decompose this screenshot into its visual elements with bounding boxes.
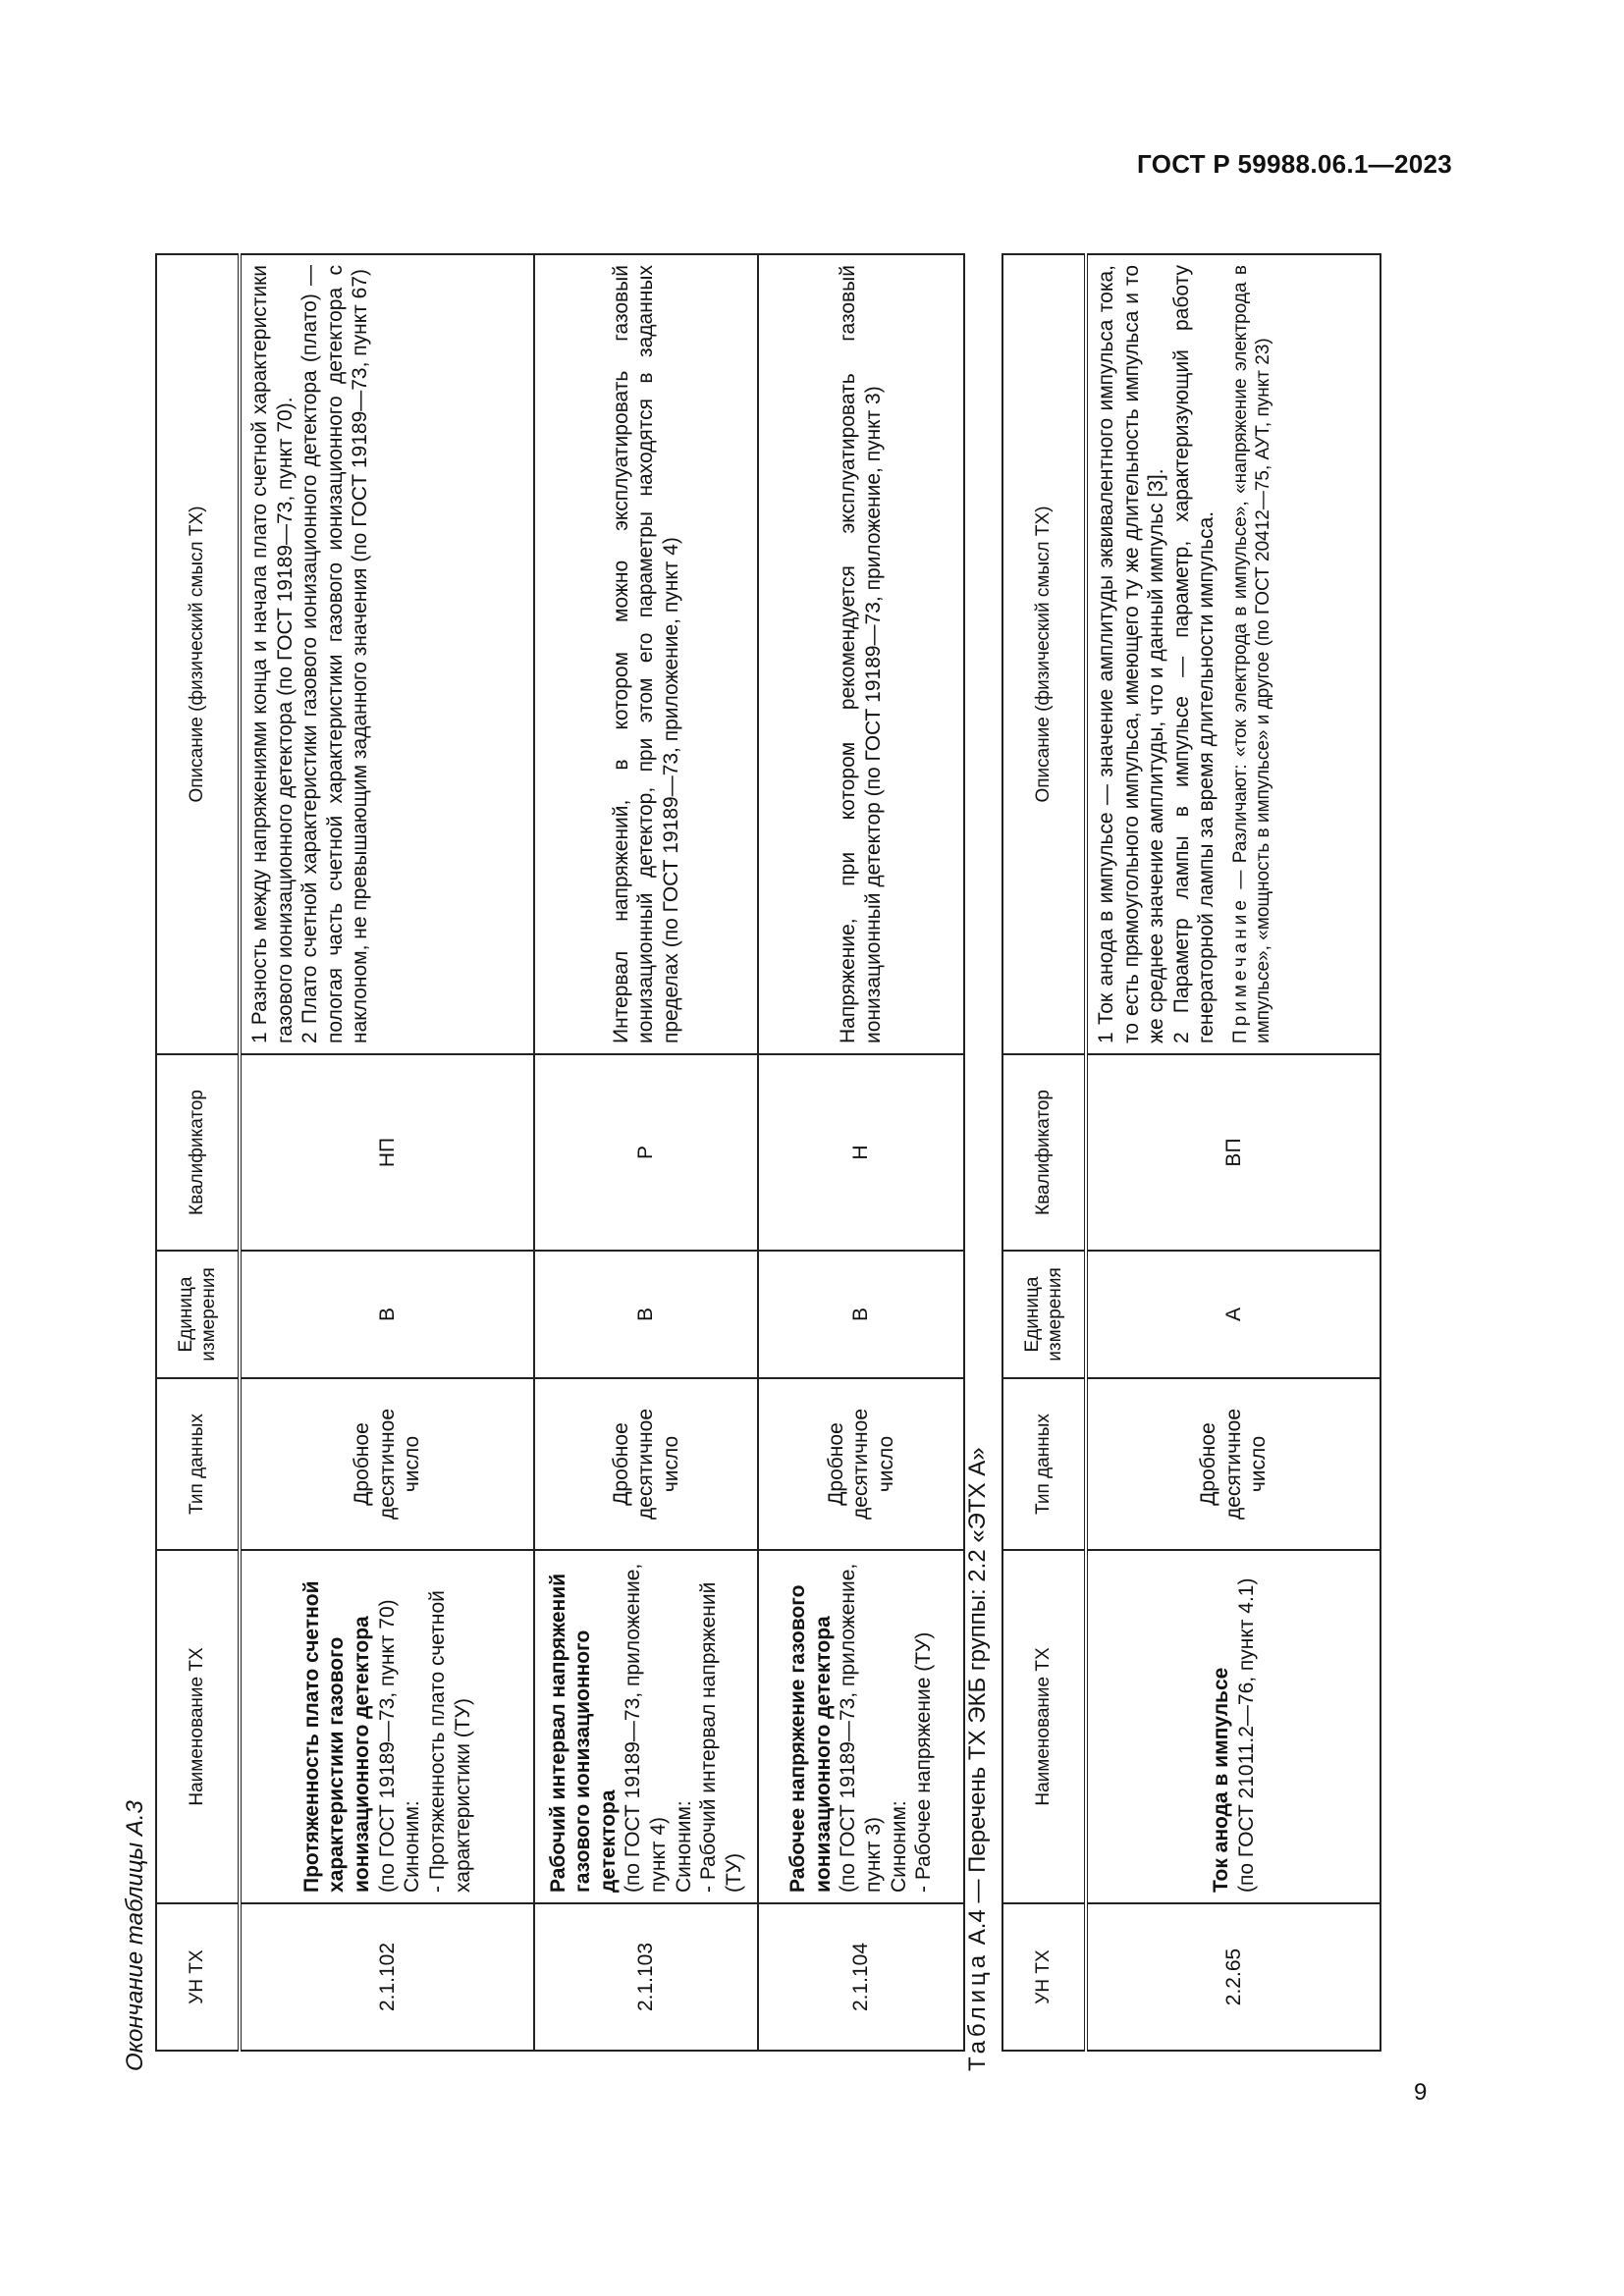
col-header-qualifier: Квалификатор [156, 1054, 240, 1251]
row-qualifier: Р [534, 1054, 758, 1251]
col-header-unit: Единица измерения [156, 1251, 240, 1378]
row-synonym-label: Синоним: [672, 1800, 695, 1893]
col-header-type: Тип данных [1002, 1378, 1086, 1550]
table-a3-header-row [156, 254, 240, 2051]
row-type: Дробное десятичное число [534, 1378, 758, 1550]
row-name-source: (по ГОСТ 21011.2—76, пункт 4.1) [1234, 1577, 1258, 1893]
rotated-content [116, 236, 1392, 2081]
col-header-id: УН ТХ [156, 1903, 240, 2051]
row-unit: В [758, 1251, 964, 1378]
col-header-type: Тип данных [156, 1378, 240, 1550]
col-header-name: Наименование ТХ [156, 1550, 240, 1903]
row-id: 2.2.65 [1086, 1903, 1380, 2051]
table-a4-caption-label: Таблица [964, 1950, 991, 2071]
col-header-unit: Единица измерения [1002, 1251, 1086, 1378]
col-header-qualifier: Квалификатор [1002, 1054, 1086, 1251]
col-header-name: Наименование ТХ [1002, 1550, 1086, 1903]
row-name-bold: Рабочее напряжение газового ионизационного детектора [786, 1584, 835, 1893]
row-type: Дробное десятичное число [240, 1378, 534, 1550]
row-name-source: (по ГОСТ 19189—73, приложение, пункт 4) [622, 1563, 670, 1893]
row-name-bold: Ток анода в импульсе [1209, 1667, 1232, 1893]
row-description-1: 1 Разность между напряжениями конца и начала плато счетной характеристики газового ионизационного детектора (по ГОСТ 19189—73, пункт 70). [248, 265, 297, 1043]
table-a4-caption [964, 275, 992, 2071]
row-description-2: 2 Плато счетной характеристики газового ионизационного детектора (плато) — пологая часть счетной характеристики газового ионизационного детектора с наклоном, не превышающим заданного значения (по ГОСТ 19189—73, пункт 67) [298, 265, 372, 1043]
row-description [758, 254, 964, 1054]
row-synonym-label: Синоним: [401, 1800, 424, 1893]
row-synonym: - Рабочий интервал напряжений (ТУ) [697, 1581, 745, 1893]
row-description [1086, 254, 1380, 1054]
row-synonym-label: Синоним: [887, 1800, 910, 1893]
row-name-bold: Рабочий интервал напряжений газового ионизационного детектора [546, 1573, 620, 1893]
page-number: 9 [1414, 2079, 1428, 2106]
row-description [240, 254, 534, 1054]
document-standard-number: ГОСТ Р 59988.06.1—2023 [1137, 149, 1452, 179]
row-type: Дробное десятичное число [1086, 1378, 1380, 1550]
row-description [534, 254, 758, 1054]
row-qualifier: ВП [1086, 1054, 1380, 1251]
row-description-1: Напряжение, при котором рекомендуется эксплуатировать газовый ионизационный детектор (по ГОСТ 19189—73, приложение, пункт 3) [837, 265, 885, 1043]
table-a4-caption-text: А.4 — Перечень ТХ ЭКБ группы: 2.2 «ЭТХ А» [964, 1447, 991, 1946]
col-header-description: Описание (физический смысл ТХ) [1002, 254, 1086, 1054]
table-a3 [155, 253, 965, 2052]
row-synonym: - Протяженность плато счетной характеристики (ТУ) [425, 1590, 474, 1893]
row-synonym: - Рабочее напряжение (ТУ) [912, 1631, 936, 1893]
col-header-id: УН ТХ [1002, 1903, 1086, 2051]
row-name-bold: Протяженность плато счетной характеристики газового ионизационного детектора [299, 1580, 374, 1893]
table-a4 [1001, 253, 1381, 2052]
row-unit: А [1086, 1251, 1380, 1378]
row-id: 2.1.104 [758, 1903, 964, 2051]
row-name-source: (по ГОСТ 19189—73, приложение, пункт 3) [837, 1563, 885, 1893]
row-name [758, 1550, 964, 1903]
row-name [534, 1550, 758, 1903]
row-name-source: (по ГОСТ 19189—73, пункт 70) [375, 1599, 399, 1893]
row-type: Дробное десятичное число [758, 1378, 964, 1550]
table-a3-caption: Окончание таблицы А.3 [122, 1800, 148, 2071]
table-row [1086, 254, 1380, 2051]
row-name [1086, 1550, 1380, 1903]
row-unit: В [534, 1251, 758, 1378]
row-description-1: 1 Ток анода в импульсе — значение амплитуды эквивалентного импульса тока, то есть прямоугольного импульса, имеющего ту же длительность импульса и то же среднее значение амплитуды, что и данный импульс [3]. [1095, 265, 1168, 1043]
table-a4-header-row [1002, 254, 1086, 2051]
row-description-2: 2 Параметр лампы в импульсе — параметр, характеризующий работу генераторной лампы за время длительности импульса. [1169, 265, 1218, 1043]
row-qualifier: Н [758, 1054, 964, 1251]
row-qualifier: НП [240, 1054, 534, 1251]
row-id: 2.1.103 [534, 1903, 758, 2051]
col-header-description: Описание (физический смысл ТХ) [156, 254, 240, 1054]
table-row [758, 254, 964, 2051]
note-text: — Различают: «ток электрода в импульсе», «напряжение электрода в импульсе», «мощность в импульсе» и другое (по ГОСТ 20412—75, АУТ, пункт 23) [1230, 265, 1274, 1043]
note-label: Примечание [1230, 896, 1252, 1043]
table-row [534, 254, 758, 2051]
row-note [1229, 265, 1274, 1043]
row-id: 2.1.102 [240, 1903, 534, 2051]
row-name [240, 1550, 534, 1903]
row-unit: В [240, 1251, 534, 1378]
row-description-1: Интервал напряжений, в котором можно эксплуатировать газовый ионизационный детектор, при этом его параметры находятся в заданных пределах (по ГОСТ 19189—73, приложение, пункт 4) [609, 265, 682, 1043]
table-row [240, 254, 534, 2051]
